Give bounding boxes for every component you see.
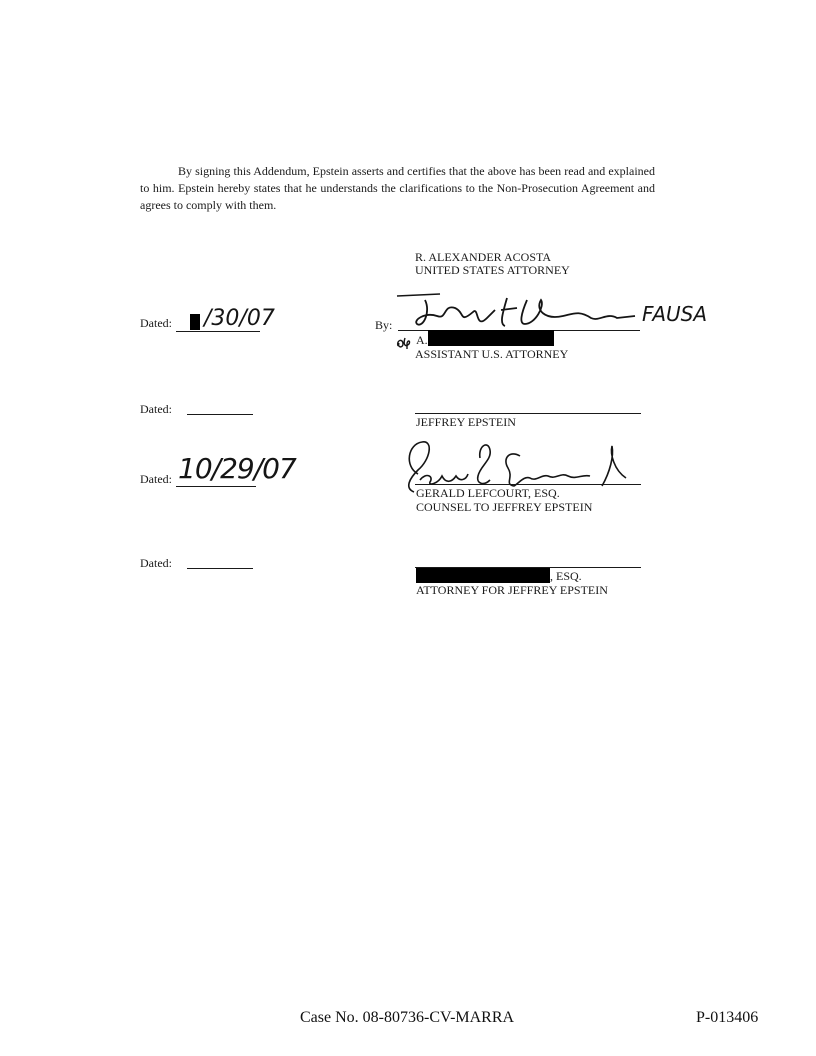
dated-label-attorney: Dated: <box>140 556 172 570</box>
fausa-annotation: FAUSA <box>642 302 708 326</box>
redaction-box <box>428 330 554 346</box>
addendum-paragraph <box>140 163 655 214</box>
us-attorney-name: R. ALEXANDER ACOSTA <box>415 250 552 264</box>
bates-number: P-013406 <box>696 1009 759 1026</box>
date-line-attorney <box>187 568 253 569</box>
dated-label-ausa: Dated: <box>140 316 172 330</box>
dated-label-lefcourt: Dated: <box>140 472 172 486</box>
addendum-text: By signing this Addendum, Epstein asserts and certifies that the above has been read and explained to him. Epstein hereby states that he understands the clarifications to the Non-Prosecution Agreement and agrees to comply with them. <box>140 164 655 212</box>
date-line-lefcourt <box>176 486 256 487</box>
handwritten-date-lefcourt: 10/29/07 <box>178 452 296 485</box>
case-number: Case No. 08-80736-CV-MARRA <box>300 1009 515 1026</box>
date-line-ausa <box>176 331 260 332</box>
initial-mark <box>395 334 415 350</box>
lefcourt-name: GERALD LEFCOURT, ESQ. <box>416 486 560 500</box>
ausa-title: ASSISTANT U.S. ATTORNEY <box>415 347 569 361</box>
epstein-name: JEFFREY EPSTEIN <box>416 415 516 429</box>
lefcourt-title: COUNSEL TO JEFFREY EPSTEIN <box>416 500 593 514</box>
attorney-suffix: , ESQ. <box>550 569 582 583</box>
redaction-box <box>190 314 200 330</box>
date-line-epstein <box>187 414 253 415</box>
attorney-title: ATTORNEY FOR JEFFREY EPSTEIN <box>416 583 608 597</box>
by-label: By: <box>375 318 393 332</box>
handwritten-date-ausa: /30/07 <box>204 306 275 331</box>
redaction-box <box>416 568 550 583</box>
dated-label-epstein: Dated: <box>140 402 172 416</box>
us-attorney-title: UNITED STATES ATTORNEY <box>415 263 570 277</box>
signature-line-epstein <box>415 413 641 414</box>
initial-prefix: A. <box>416 333 428 347</box>
